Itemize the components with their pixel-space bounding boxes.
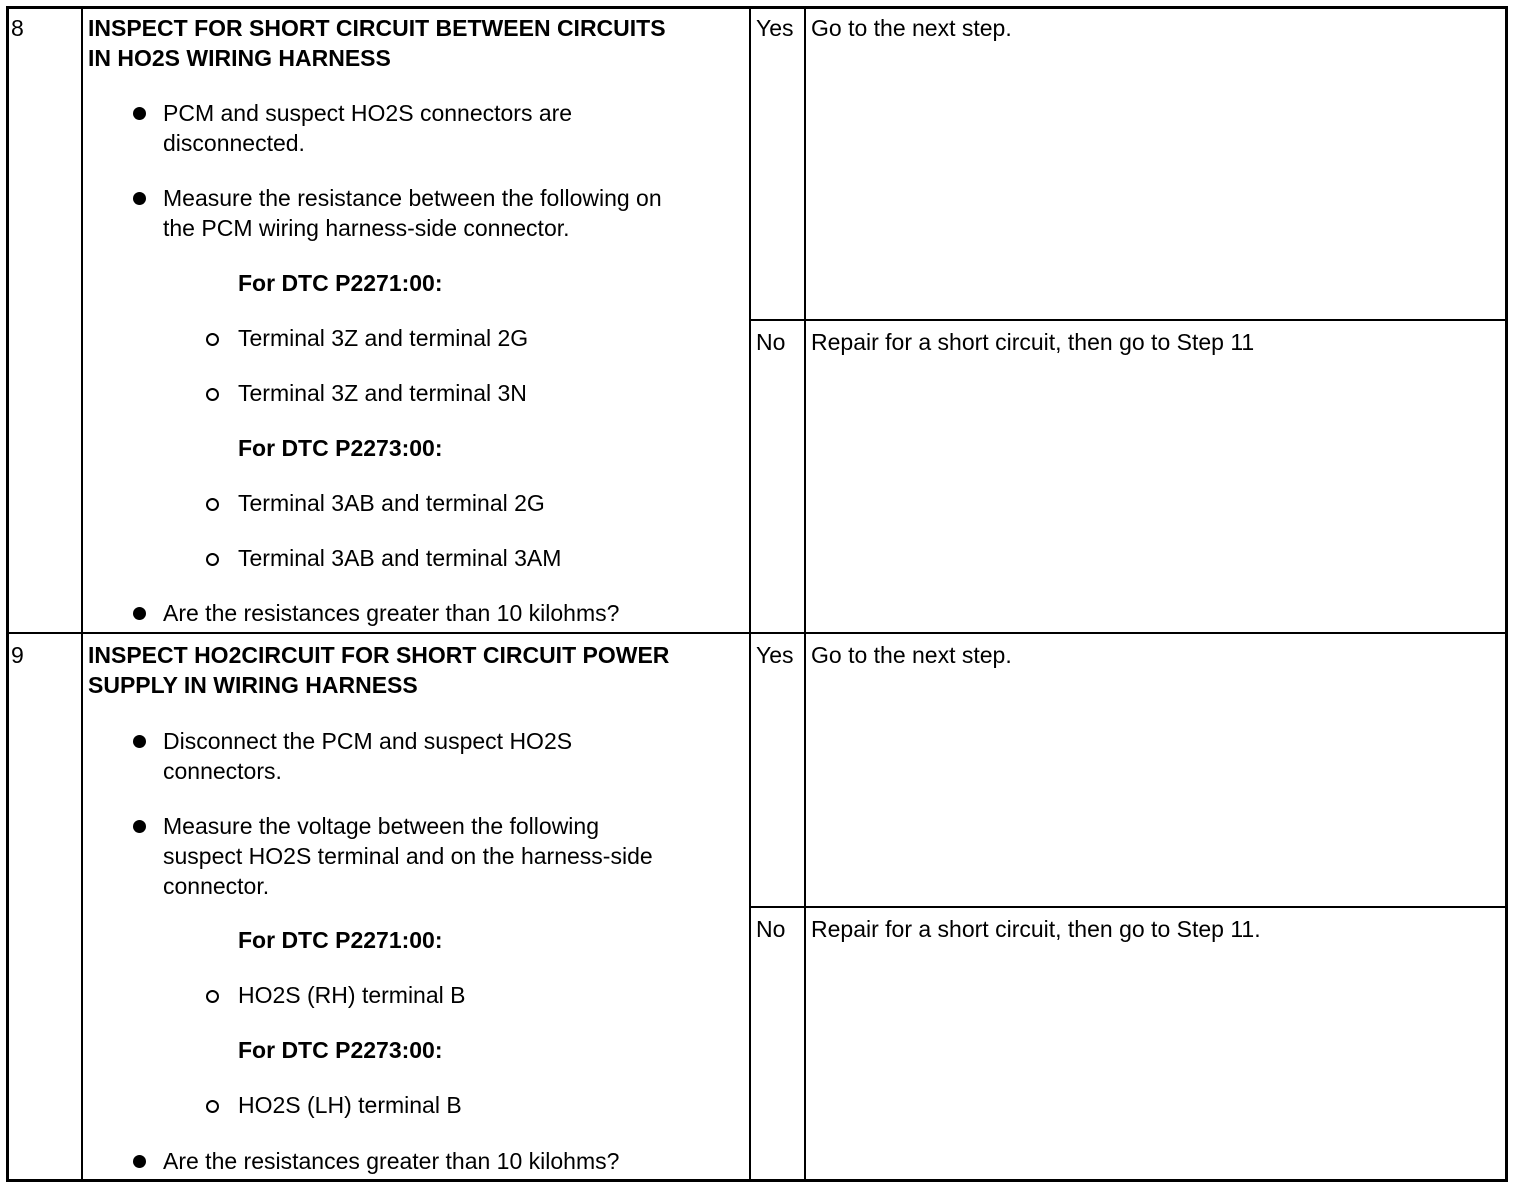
result-no-action: Repair for a short circuit, then go to Step 11.	[811, 916, 1261, 942]
dtc-heading: For DTC P2271:00:	[238, 270, 443, 296]
bullet-icon	[133, 735, 146, 748]
sub-bullet-icon	[206, 498, 219, 511]
step-title-line: IN HO2S WIRING HARNESS	[88, 45, 391, 71]
result-yes-label: Yes	[756, 15, 794, 41]
sub-bullet-icon	[206, 553, 219, 566]
bullet-text: suspect HO2S terminal and on the harness-side	[163, 843, 653, 869]
question-text: Are the resistances greater than 10 kilohms?	[163, 1148, 620, 1174]
bullet-text: disconnected.	[163, 130, 305, 156]
column-divider-result	[804, 6, 806, 1182]
bullet-icon	[133, 820, 146, 833]
result-no-action: Repair for a short circuit, then go to Step 11	[811, 329, 1255, 355]
bullet-text: connector.	[163, 873, 270, 899]
terminal-item: Terminal 3AB and terminal 2G	[238, 490, 545, 516]
sub-bullet-icon	[206, 388, 219, 401]
sub-bullet-icon	[206, 1100, 219, 1113]
result-yes-action: Go to the next step.	[811, 15, 1012, 41]
bullet-text: Disconnect the PCM and suspect HO2S	[163, 728, 573, 754]
terminal-item: Terminal 3Z and terminal 2G	[238, 325, 529, 351]
dtc-heading: For DTC P2273:00:	[238, 1037, 443, 1063]
bullet-icon	[133, 107, 146, 120]
terminal-item: Terminal 3Z and terminal 3N	[238, 380, 527, 406]
question-text: Are the resistances greater than 10 kilohms?	[163, 600, 620, 626]
column-divider-action	[749, 6, 751, 1182]
result-no-label: No	[756, 329, 786, 355]
bullet-icon	[133, 607, 146, 620]
bullet-text: connectors.	[163, 758, 282, 784]
result-no-label: No	[756, 916, 786, 942]
bullet-icon	[133, 192, 146, 205]
bullet-icon	[133, 1155, 146, 1168]
bullet-text: Measure the resistance between the following on	[163, 185, 662, 211]
result-yes-action: Go to the next step.	[811, 642, 1012, 668]
bullet-text: PCM and suspect HO2S connectors are	[163, 100, 573, 126]
result-yes-label: Yes	[756, 642, 794, 668]
terminal-item: HO2S (RH) terminal B	[238, 982, 466, 1008]
row-divider-step-9-yes-no	[749, 906, 1508, 908]
bullet-text: the PCM wiring harness-side connector.	[163, 215, 570, 241]
dtc-heading: For DTC P2273:00:	[238, 435, 443, 461]
bullet-text: Measure the voltage between the following	[163, 813, 600, 839]
row-divider-step-8-9	[6, 632, 1508, 634]
terminal-item: HO2S (LH) terminal B	[238, 1092, 462, 1118]
step-title-line: INSPECT FOR SHORT CIRCUIT BETWEEN CIRCUITS	[88, 15, 666, 41]
sub-bullet-icon	[206, 333, 219, 346]
terminal-item: Terminal 3AB and terminal 3AM	[238, 545, 562, 571]
step-number: 9	[11, 642, 24, 668]
column-divider-number	[81, 6, 83, 1182]
step-title-line: INSPECT HO2CIRCUIT FOR SHORT CIRCUIT POWER	[88, 642, 670, 668]
step-number: 8	[11, 15, 24, 41]
dtc-heading: For DTC P2271:00:	[238, 927, 443, 953]
sub-bullet-icon	[206, 990, 219, 1003]
step-title-line: SUPPLY IN WIRING HARNESS	[88, 672, 418, 698]
row-divider-step-8-yes-no	[749, 319, 1508, 321]
